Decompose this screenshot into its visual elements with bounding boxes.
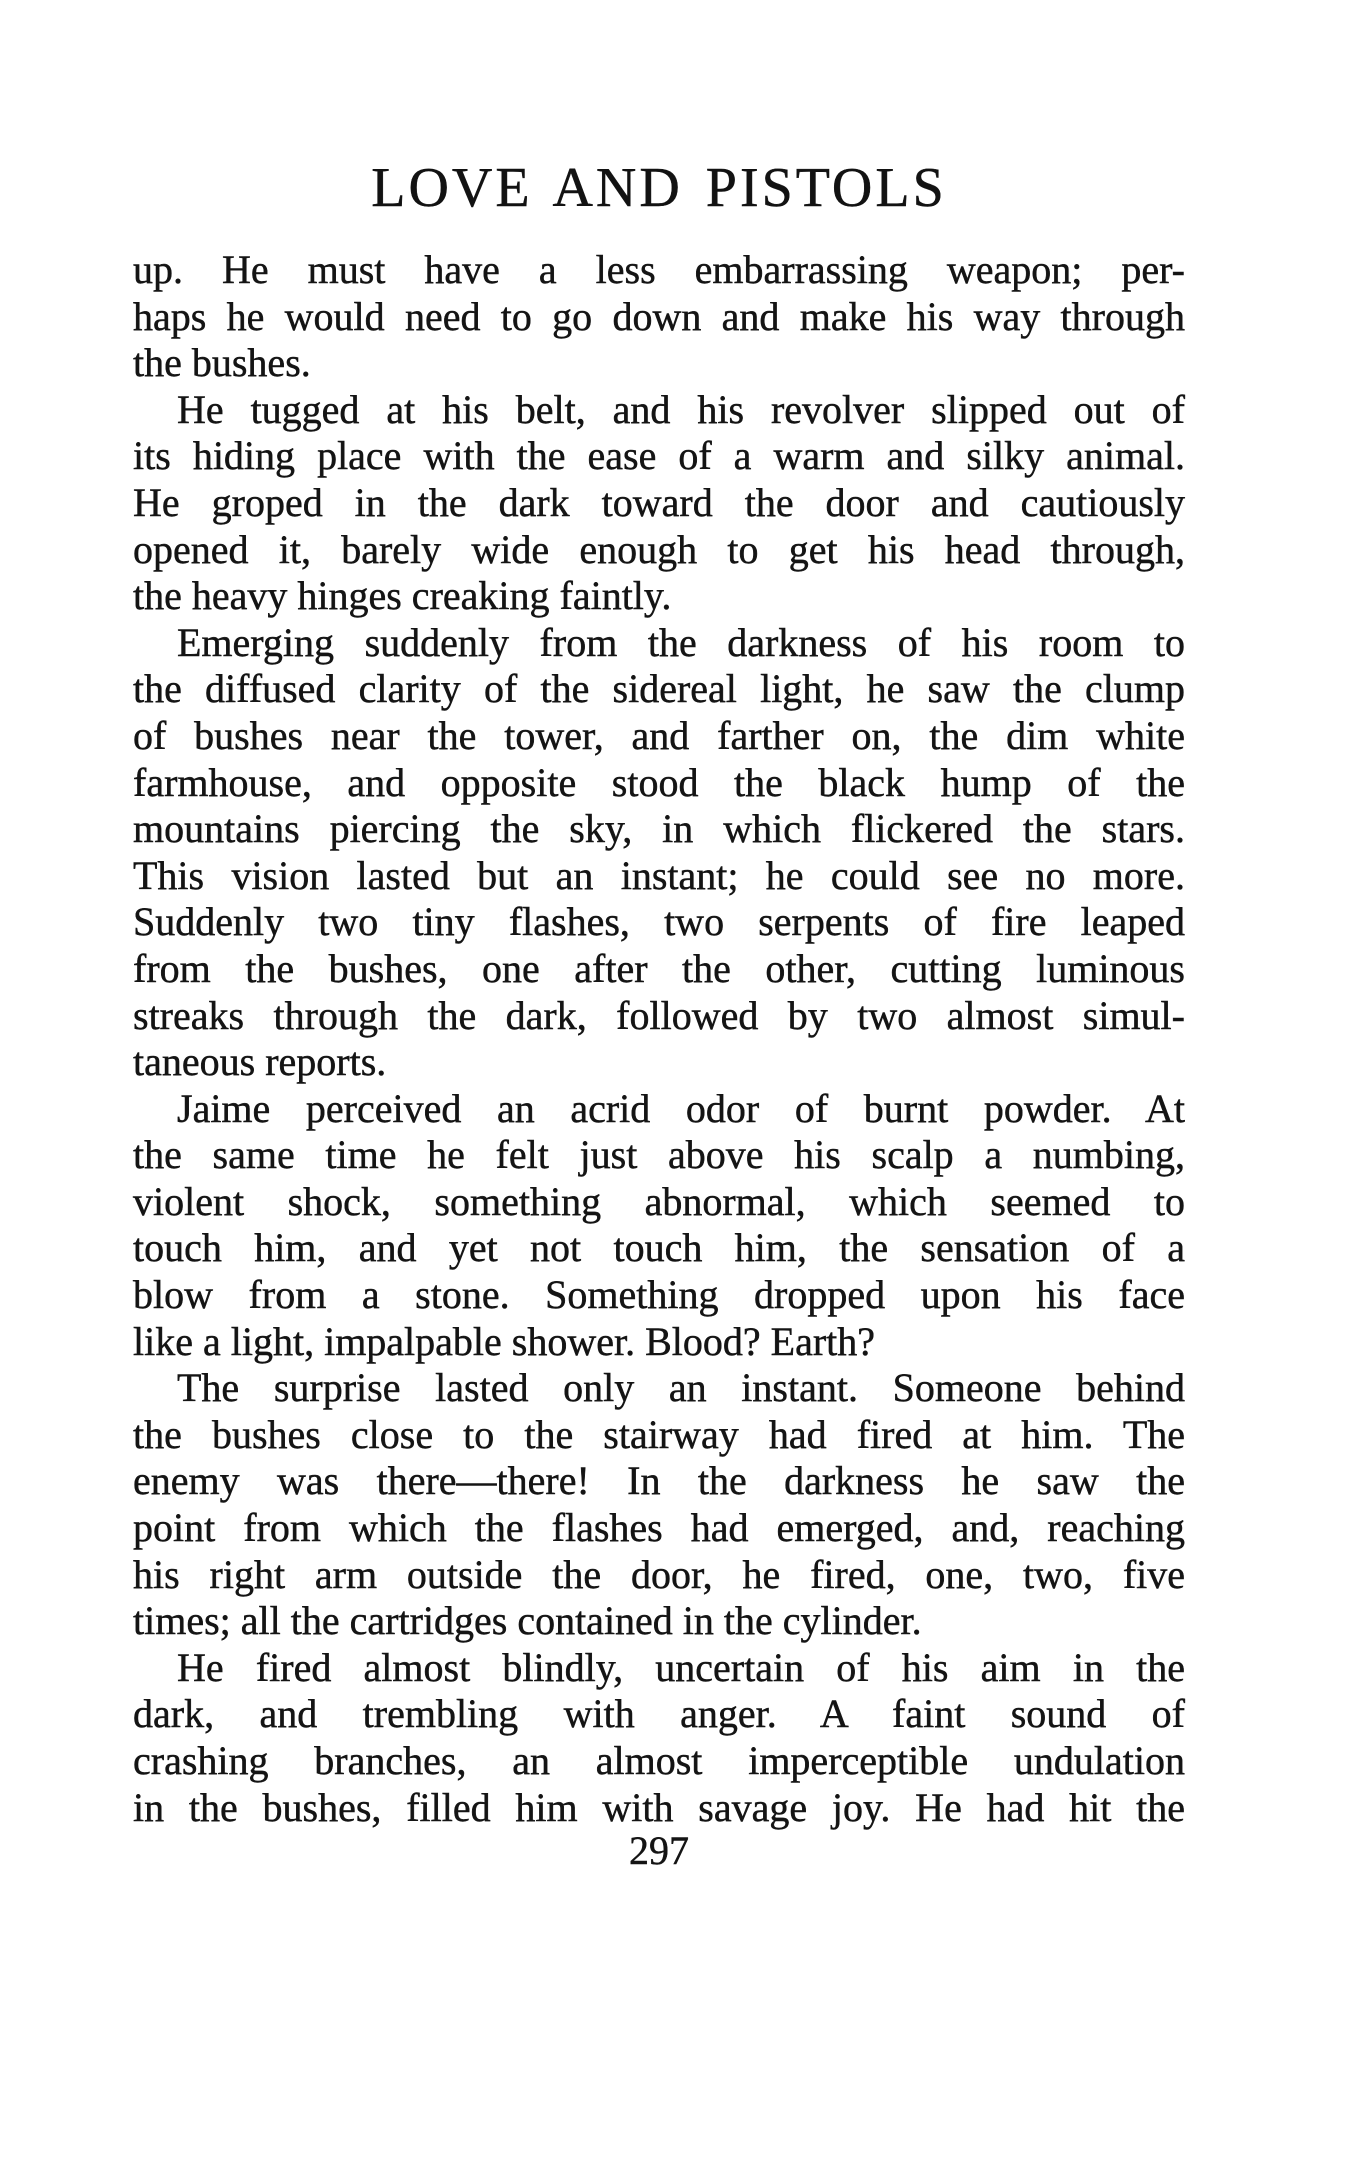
body-text [133, 247, 1185, 1831]
text-line: the diffused clarity of the sidereal light, he saw the clump [133, 666, 1185, 712]
text-line: like a light, impalpable shower. Blood? Earth? [133, 1318, 876, 1364]
text-line: He fired almost blindly, uncertain of his aim in the [177, 1644, 1185, 1690]
text-line: The surprise lasted only an instant. Someone behind [177, 1365, 1185, 1411]
text-line: dark, and trembling with anger. A faint sound of [133, 1691, 1185, 1737]
text-line: This vision lasted but an instant; he could see no more. [133, 852, 1185, 898]
text-line: Emerging suddenly from the darkness of his room to [177, 619, 1185, 665]
text-line: opened it, barely wide enough to get his head through, [133, 526, 1185, 572]
text-line: Suddenly two tiny flashes, two serpents of fire leaped [133, 899, 1185, 945]
text-line: its hiding place with the ease of a warm and silky animal. [133, 433, 1185, 479]
text-line: streaks through the dark, followed by two almost simul- [133, 992, 1185, 1038]
text-line: point from which the flashes had emerged, and, reaching [133, 1505, 1185, 1551]
text-line: of bushes near the tower, and farther on, the dim white [133, 712, 1185, 758]
text-line: in the bushes, filled him with savage joy. He had hit the [133, 1784, 1185, 1830]
text-line: Jaime perceived an acrid odor of burnt powder. At [177, 1085, 1185, 1131]
page-number: 297 [629, 1828, 689, 1873]
text-line: up. He must have a less embarrassing weapon; per- [133, 247, 1185, 292]
text-line: the bushes. [133, 340, 311, 386]
text-line: He tugged at his belt, and his revolver slipped out of [177, 386, 1185, 432]
text-line: the bushes close to the stairway had fired at him. The [133, 1411, 1185, 1457]
text-line: the same time he felt just above his scalp a numbing, [133, 1132, 1185, 1178]
text-line: blow from a stone. Something dropped upon his face [133, 1272, 1185, 1318]
text-line: haps he would need to go down and make his way through [133, 293, 1185, 339]
text-line: taneous reports. [133, 1039, 387, 1085]
text-line: He groped in the dark toward the door and cautiously [133, 479, 1185, 525]
text-line: mountains piercing the sky, in which flickered the stars. [133, 806, 1185, 852]
text-line: his right arm outside the door, he fired, one, two, five [133, 1551, 1185, 1597]
text-line: violent shock, something abnormal, which seemed to [133, 1178, 1185, 1224]
text-line: crashing branches, an almost imperceptible undulation [133, 1738, 1185, 1783]
text-line: the heavy hinges creaking faintly. [133, 573, 672, 619]
text-line: touch him, and yet not touch him, the sensation of a [133, 1225, 1185, 1271]
text-line: enemy was there—there! In the darkness he saw the [133, 1458, 1185, 1504]
text-line: times; all the cartridges contained in the cylinder. [133, 1598, 922, 1644]
text-line: from the bushes, one after the other, cutting luminous [133, 945, 1185, 991]
page-title: LOVE AND PISTOLS [371, 157, 947, 219]
text-line: farmhouse, and opposite stood the black hump of the [133, 759, 1185, 805]
